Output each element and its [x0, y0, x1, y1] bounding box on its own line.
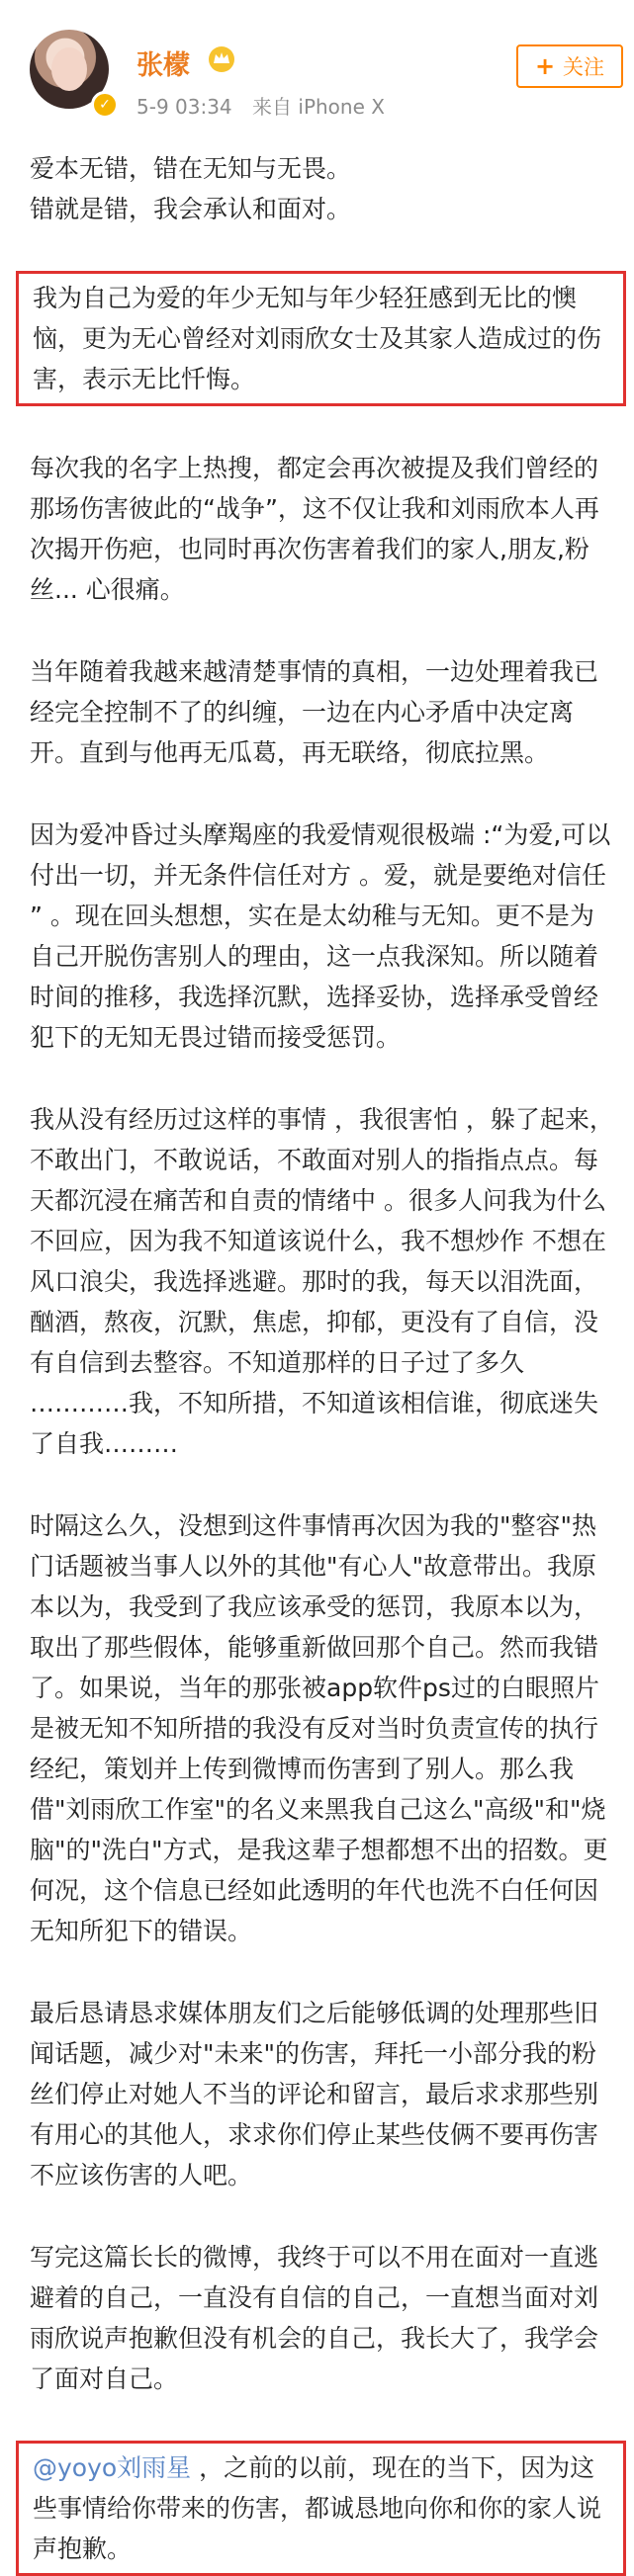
plus-icon: + — [534, 52, 556, 80]
post-paragraph-1: 爱本无错，错在无知与无畏。 错就是错，我会承认和面对。 — [30, 154, 352, 223]
post-source: 来自 iPhone X — [252, 95, 385, 119]
highlighted-paragraph: 我为自己为爱的年少无知与年少轻狂感到无比的懊恼，更为无心曾经对刘雨欣女士及其家人造成过的伤害，表示无比忏悔。 — [16, 271, 626, 406]
user-mention-link[interactable]: @yoyo刘雨星 — [33, 2453, 192, 2482]
user-name[interactable]: 张檬 — [136, 50, 190, 81]
post-paragraph-5: 因为爱冲昏过头摩羯座的我爱情观很极端 :“为爱,可以付出一切，并无条件信任对方 。爱，就是要绝对信任 ” 。现在回头想想，实在是太幼稚与无知。更不是为自己开脱伤害别人的理由，这一点我深知。所以随着时间的推移，我选择沉默，选择妥协，选择承受曾经犯下的无知无畏过错而接受惩罚。 — [30, 820, 611, 1052]
post-header — [0, 0, 634, 148]
post-meta — [136, 91, 399, 120]
post-paragraph-6: 我从没有经历过这样的事情 ，我很害怕 ，躲了起来，不敢出门，不敢说话，不敢面对别人的指指点点。每天都沉浸在痛苦和自责的情绪中 。很多人问我为什么不回应，因为我不知道该说什么，我不想炒作 不想在风口浪尖，我选择逃避。那时的我，每天以泪洗面，酗酒，熬夜，沉默，焦虑，抑郁，更没有了自信，没有自信到去整容。不知道那样的日子过了多久 …………我，不知所措，不知道该相信谁，彻底迷失了自我……… — [30, 1105, 614, 1458]
post-paragraph-4: 当年随着我越来越清楚事情的真相，一边处理着我已经完全控制不了的纠缠，一边在内心矛盾中决定离开。直到与他再无瓜葛，再无联络，彻底拉黑。 — [30, 657, 599, 767]
follow-button[interactable] — [516, 44, 623, 88]
post-paragraph-9: 写完这篇长长的微博，我终于可以不用在面对一直逃避着的自己，一直没有自信的自己，一直想当面对刘雨欣说声抱歉但没有机会的自己，我长大了，我学会了面对自己。 — [30, 2243, 599, 2393]
follow-button-label: 关注 — [563, 55, 605, 79]
post-timestamp: 5-9 03:34 — [136, 95, 232, 119]
verified-badge-icon: ✓ — [91, 91, 119, 119]
crown-icon — [208, 45, 235, 73]
mention-paragraph-text: ，之前的以前，现在的当下，因为这些事情给你带来的伤害，都诚恳地向你和你的家人说声抱歉。 — [33, 2453, 602, 2563]
highlighted-mention-paragraph — [16, 2441, 626, 2576]
post-paragraph-8: 最后恳请恳求媒体朋友们之后能够低调的处理那些旧闻话题，减少对"未来"的伤害，拜托一小部分我的粉丝们停止对她人不当的评论和留言，最后求求那些别有用心的其他人，求求你们停止某些伎俩不要再伤害不应该伤害的人吧。 — [30, 1999, 599, 2190]
post-paragraph-3: 每次我的名字上热搜，都定会再次被提及我们曾经的那场伤害彼此的“战争”，这不仅让我和刘雨欣本人再次揭开伤疤，也同时再次伤害着我们的家人,朋友,粉丝... 心很痛。 — [30, 454, 599, 604]
post-paragraph-7: 时隔这么久，没想到这件事情再次因为我的"整容"热门话题被当事人以外的其他"有心人"故意带出。我原本以为，我受到了我应该承受的惩罚，我原本以为，取出了那些假体，能够重新做回那个自己。然而我错了。如果说，当年的那张被app软件ps过的白眼照片是被无知不知所措的我没有反对当时负责宣传的执行经纪，策划并上传到微博而伤害到了别人。那么我借"刘雨欣工作室"的名义来黑我自己这么"高级"和"烧脑"的"洗白"方式，是我这辈子想都想不出的招数。更何况，这个信息已经如此透明的年代也洗不白任何因无知所犯下的错误。 — [30, 1511, 608, 1945]
post-content — [0, 148, 634, 2576]
